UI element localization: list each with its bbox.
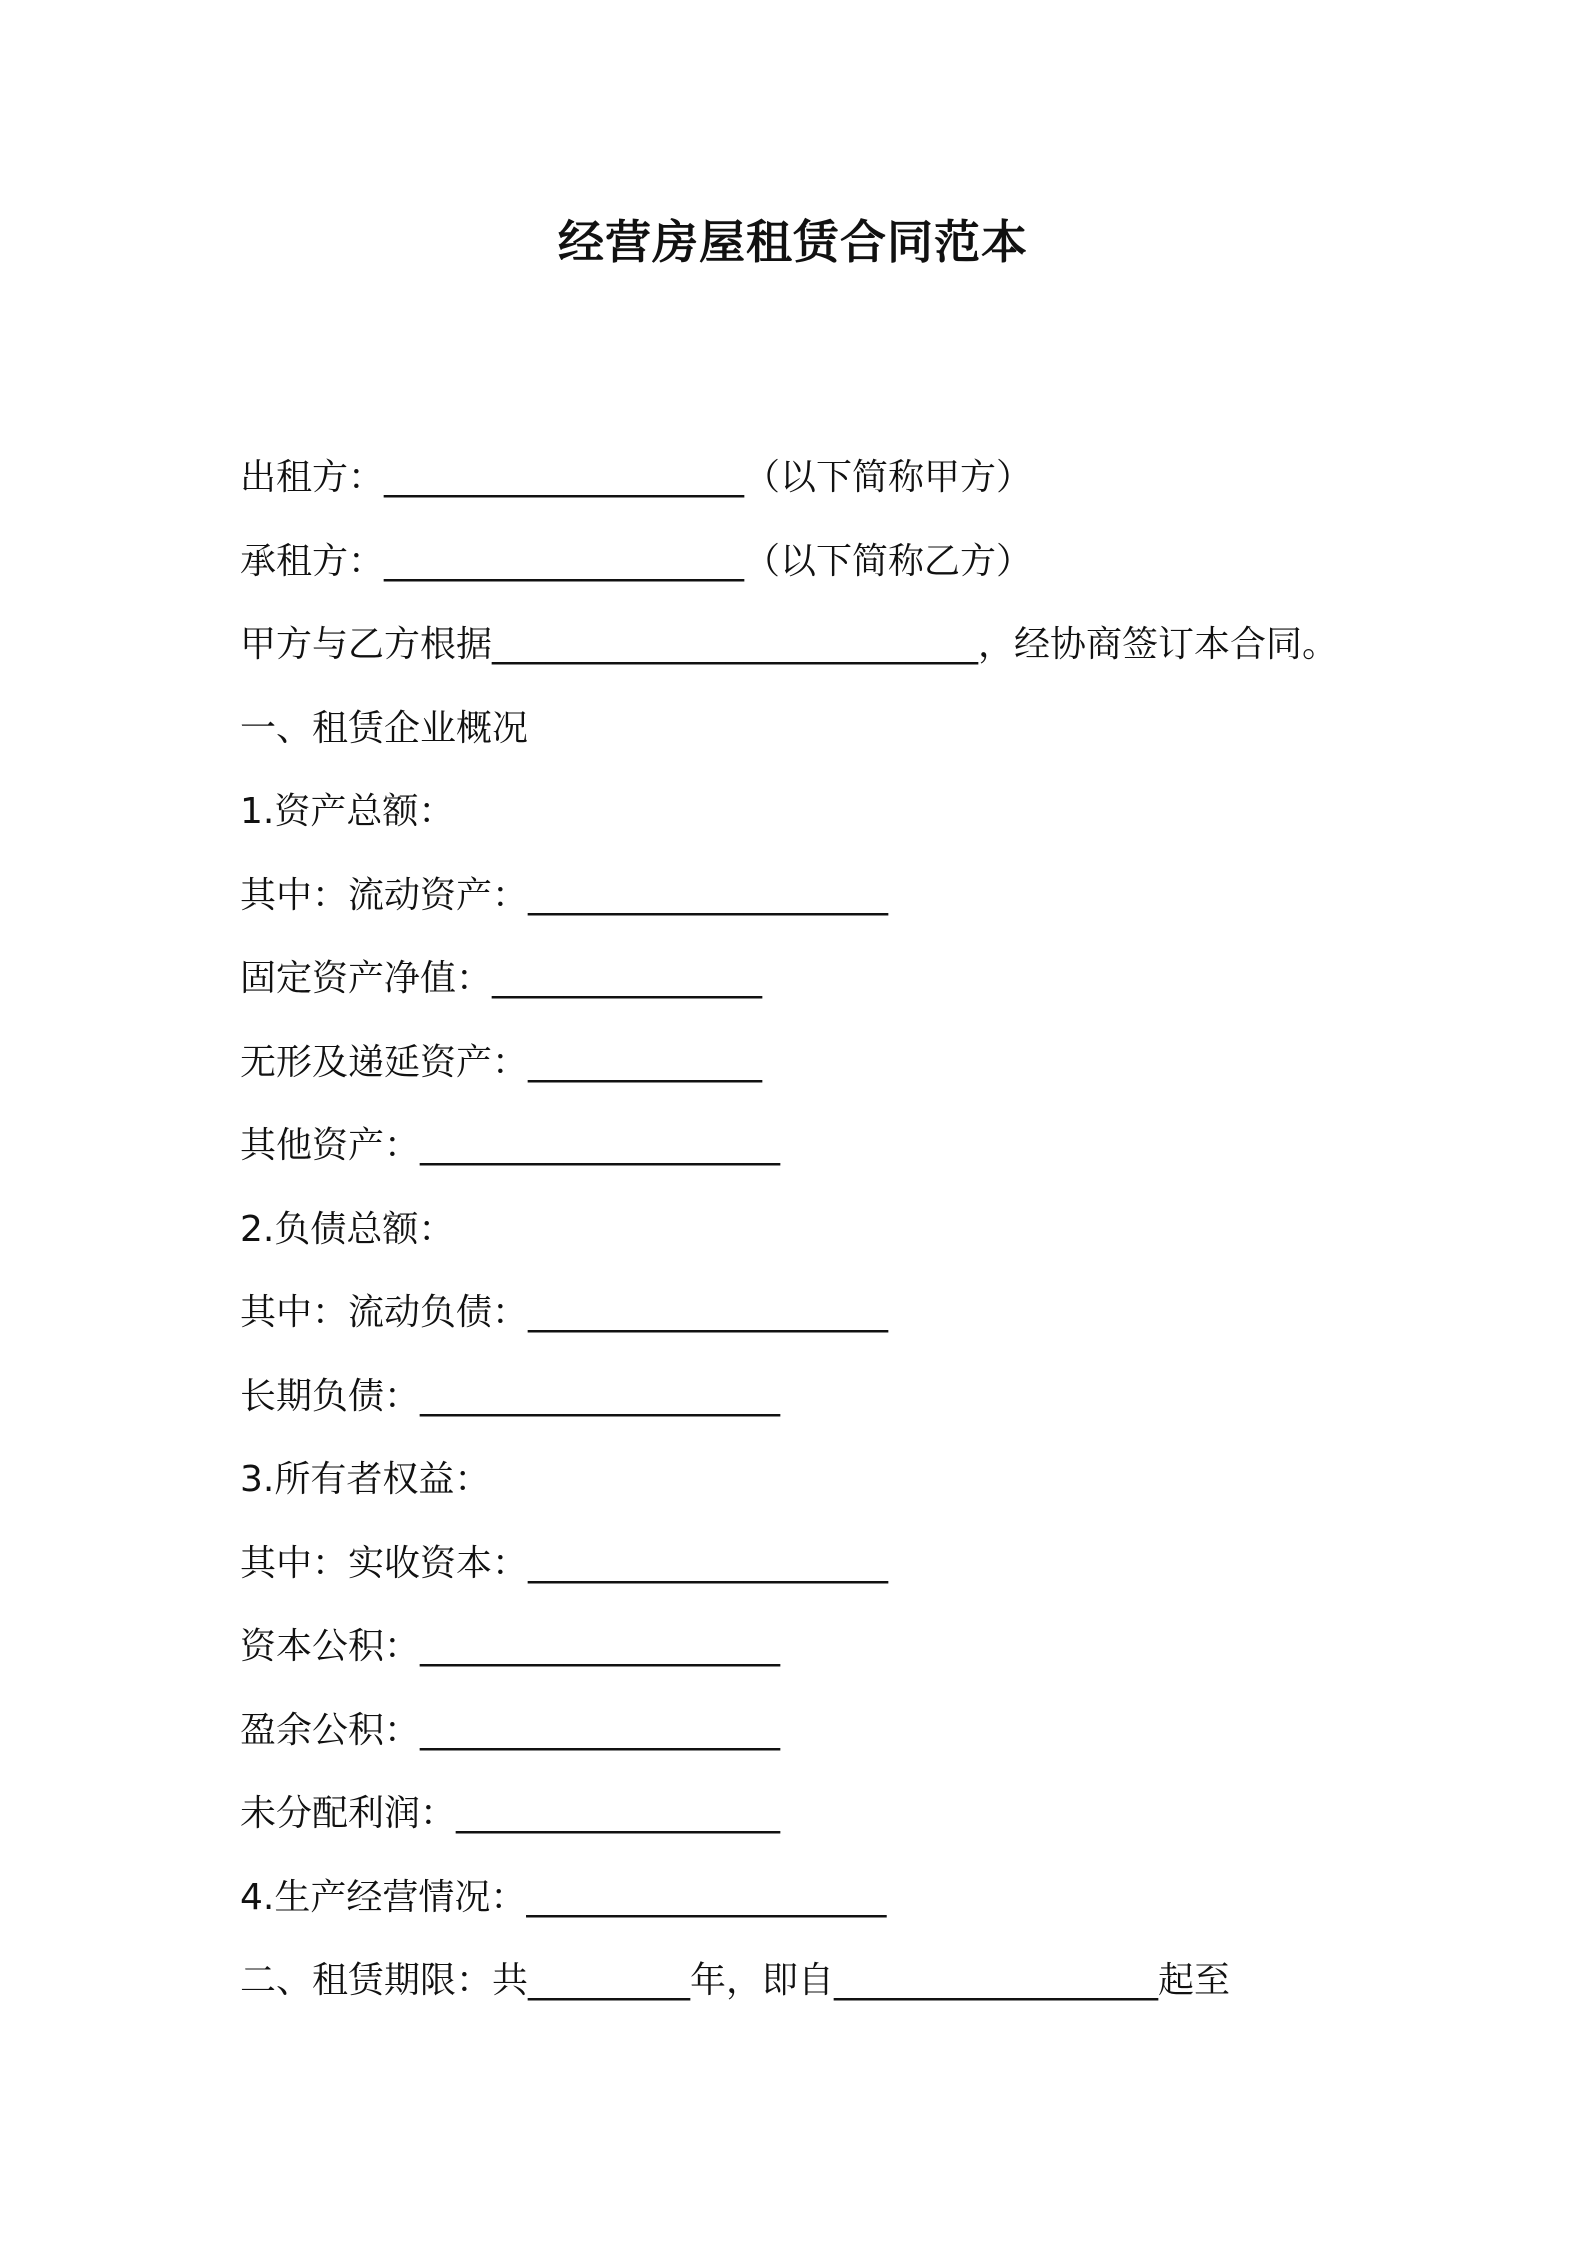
intangible-deferred-assets-line: 无形及递延资产：_____________: [240, 1041, 763, 1083]
lessee-line: 承租方：____________________（以下简称乙方）: [240, 540, 1033, 582]
total-liabilities-heading: 2.负债总额：: [240, 1208, 455, 1250]
section-heading-enterprise-overview: 一、租赁企业概况: [240, 707, 529, 749]
paid-in-capital-line: 其中：实收资本：____________________: [240, 1542, 889, 1584]
document-title: 经营房屋租赁合同范本: [558, 215, 1028, 269]
agreement-basis-line: 甲方与乙方根据___________________________，经协商签订本合同。: [240, 624, 1339, 665]
operations-status-line: 4.生产经营情况：____________________: [240, 1876, 887, 1918]
long-term-liabilities-line: 长期负债：____________________: [240, 1375, 781, 1417]
undistributed-profit-line: 未分配利润：__________________: [240, 1793, 781, 1834]
current-assets-line: 其中：流动资产：____________________: [240, 874, 889, 916]
other-assets-line: 其他资产：____________________: [240, 1125, 781, 1166]
owners-equity-heading: 3.所有者权益：: [240, 1459, 491, 1500]
total-assets-heading: 1.资产总额：: [240, 791, 455, 832]
lessor-line: 出租方：____________________（以下简称甲方）: [240, 457, 1033, 498]
surplus-reserve-line: 盈余公积：____________________: [240, 1709, 781, 1751]
net-fixed-assets-line: 固定资产净值：_______________: [240, 958, 763, 999]
capital-reserve-line: 资本公积：____________________: [240, 1626, 781, 1667]
section-heading-lease-term: 二、租赁期限：共_________年，即自__________________起至: [240, 1960, 1231, 2001]
current-liabilities-line: 其中：流动负债：____________________: [240, 1292, 889, 1333]
document-body: [240, 448, 1420, 2035]
